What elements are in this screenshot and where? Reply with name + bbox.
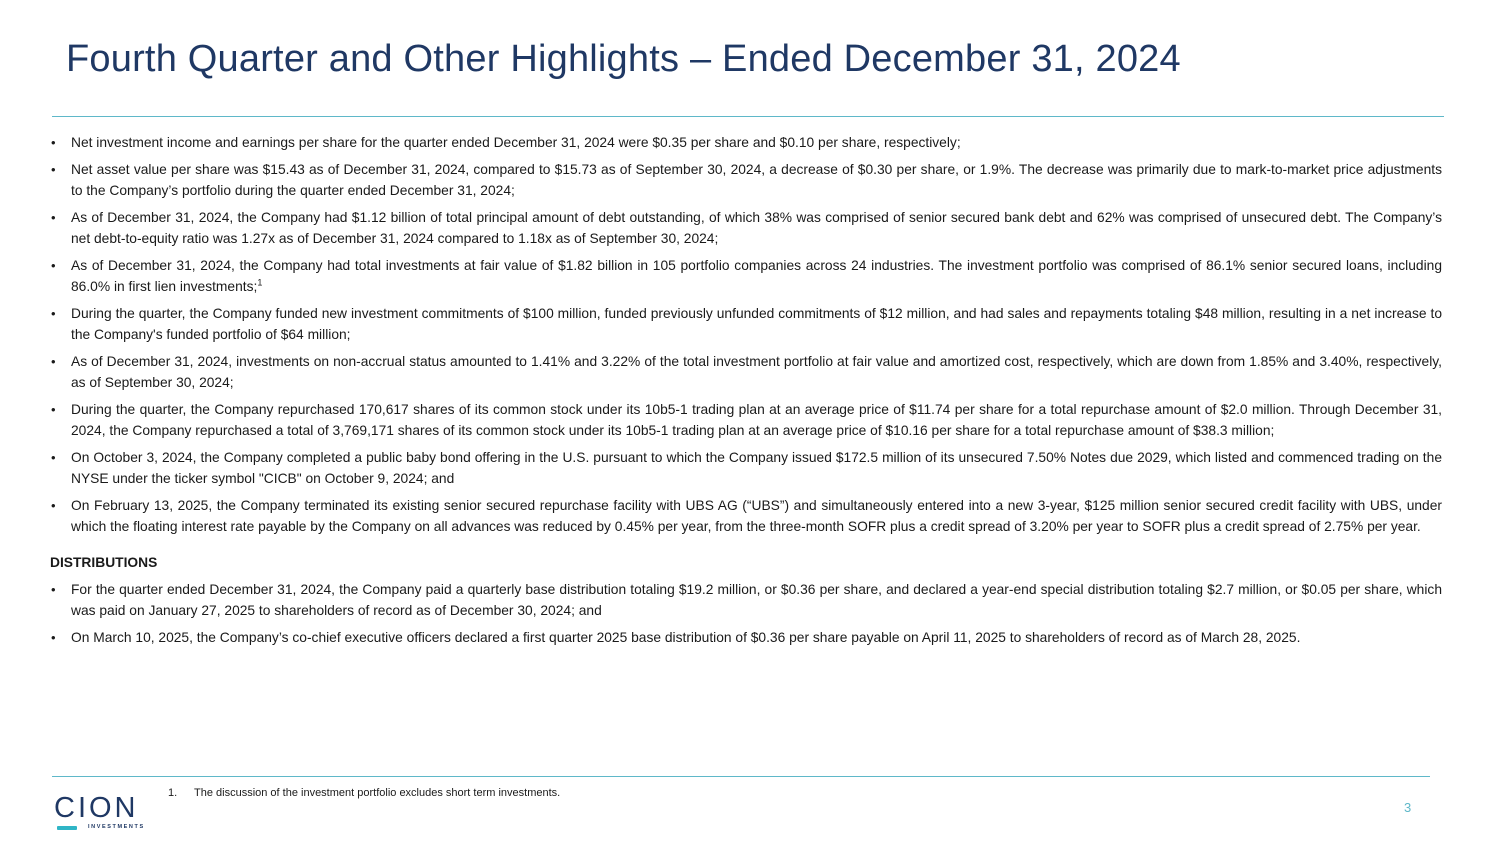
list-item-text: For the quarter ended December 31, 2024, the Company paid a quarterly base distribution totaling $19.2 million, or $0.36 per share, and declared a year-end special distribution totaling $2.7 million, or $0.05 per share, which was paid on January 27, 2025 to shareholders of record as of December 30, 2024; and xyxy=(71,581,1442,618)
list-item-text: During the quarter, the Company funded new investment commitments of $100 million, funded previously unfunded commitments of $12 million, and had sales and repayments totaling $48 million, resulting in a net increase to the Company's funded portfolio of $64 million; xyxy=(71,305,1442,342)
bullet-icon: • xyxy=(51,353,56,369)
logo-subtext: INVESTMENTS xyxy=(88,824,145,830)
footnote-reference: 1 xyxy=(257,277,263,288)
list-item xyxy=(50,627,1442,649)
list-item-text: On October 3, 2024, the Company completed a public baby bond offering in the U.S. pursuant to which the Company issued $172.5 million of its unsecured 7.50% Notes due 2029, which listed and commenced trading on the NYSE under the ticker symbol "CICB" on October 9, 2024; and xyxy=(71,449,1442,486)
distributions-list xyxy=(50,579,1442,649)
list-item xyxy=(50,159,1442,202)
highlights-list xyxy=(50,132,1442,538)
footnote-number: 1. xyxy=(168,787,178,799)
list-item xyxy=(50,207,1442,250)
bullet-icon: • xyxy=(51,209,56,225)
slide-body xyxy=(50,132,1442,653)
distributions-heading: DISTRIBUTIONS xyxy=(50,554,158,570)
list-item xyxy=(50,303,1442,346)
list-item xyxy=(50,351,1442,394)
bullet-icon: • xyxy=(51,135,56,150)
list-item xyxy=(50,399,1442,442)
bullet-icon: • xyxy=(51,401,56,417)
page-title: Fourth Quarter and Other Highlights – Ended December 31, 2024 xyxy=(66,38,1181,80)
footer-divider xyxy=(52,776,1430,777)
list-item xyxy=(50,132,1442,154)
list-item-text: On February 13, 2025, the Company terminated its existing senior secured repurchase facility with UBS AG (“UBS”) and simultaneously entered into a new 3-year, $125 million senior secured credit facility with UBS, under which the floating interest rate payable by the Company on all advances was reduced by 0.45% per year, from the three-month SOFR plus a credit spread of 3.20% per year to SOFR plus a credit spread of 2.75% per year. xyxy=(71,497,1442,534)
list-item xyxy=(50,579,1442,622)
list-item xyxy=(50,495,1442,538)
list-item-text: During the quarter, the Company repurchased 170,617 shares of its common stock under its 10b5-1 trading plan at an average price of $11.74 per share for a total repurchase amount of $2.0 million. Through December 31, 2024, the Company repurchased a total of 3,769,171 shares of its common stock under its 10b5-1 trading plan at an average price of $10.16 per share for a total repurchase amount of $38.3 million; xyxy=(71,401,1442,438)
footnote-text: The discussion of the investment portfolio excludes short term investments. xyxy=(194,787,561,799)
list-item xyxy=(50,447,1442,490)
list-item-text: On March 10, 2025, the Company’s co-chief executive officers declared a first quarter 2025 base distribution of $0.36 per share payable on April 11, 2025 to shareholders of record as of March 28, 2025. xyxy=(71,629,1301,645)
bullet-icon: • xyxy=(51,581,56,597)
bullet-icon: • xyxy=(51,497,56,513)
list-item-text: As of December 31, 2024, investments on non-accrual status amounted to 1.41% and 3.22% of the total investment portfolio at fair value and amortized cost, respectively, which are down from 1.85% and 3.40%, respectively, as of September 30, 2024; xyxy=(71,353,1442,390)
bullet-icon: • xyxy=(51,305,56,321)
bullet-icon: • xyxy=(51,449,56,465)
list-item-text: As of December 31, 2024, the Company had $1.12 billion of total principal amount of debt outstanding, of which 38% was comprised of senior secured bank debt and 62% was comprised of unsecured debt. The Company’s net debt-to-equity ratio was 1.27x as of December 31, 2024 compared to 1.18x as of September 30, 2024; xyxy=(71,209,1442,246)
list-item xyxy=(50,255,1442,298)
list-item-text: Net investment income and earnings per share for the quarter ended December 31, 2024 were $0.35 per share and $0.10 per share, respectively; xyxy=(71,135,961,150)
footnote xyxy=(168,787,560,799)
logo-wordmark: CION xyxy=(54,792,139,824)
logo-accent-bar xyxy=(57,826,77,830)
list-item-text: As of December 31, 2024, the Company had total investments at fair value of $1.82 billion in 105 portfolio companies across 24 industries. The investment portfolio was comprised of 86.1% senior secured loans, including 86.0% in first lien investments; xyxy=(71,257,1442,294)
header-divider xyxy=(52,116,1444,117)
bullet-icon: • xyxy=(51,257,56,273)
page-number: 3 xyxy=(1404,800,1412,815)
bullet-icon: • xyxy=(51,161,56,177)
list-item-text: Net asset value per share was $15.43 as of December 31, 2024, compared to $15.73 as of September 30, 2024, a decrease of $0.30 per share, or 1.9%. The decrease was primarily due to mark-to-market price adjustments to the Company’s portfolio during the quarter ended December 31, 2024; xyxy=(71,161,1442,198)
bullet-icon: • xyxy=(51,629,56,645)
cion-logo xyxy=(54,792,158,834)
